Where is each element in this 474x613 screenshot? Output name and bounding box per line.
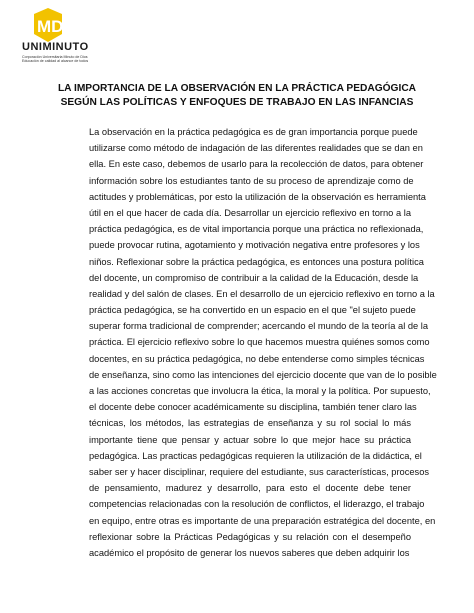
body-paragraph [89,124,437,561]
text-line: actitudes y problemáticas, por esto la utilización de la observación es herramienta [89,191,426,202]
text-line: reflexionar sobre la Prácticas Pedagógicas y su relación con el desempeño [89,531,411,542]
title-line: LA IMPORTANCIA DE LA OBSERVACIÓN EN LA PRÁCTICA PEDAGÓGICA [57,83,417,94]
logo-name: UNIMINUTO [22,41,89,53]
text-line: niños. Reflexionar sobre la práctica pedagógica, es entonces una postura política [89,256,424,267]
title-line: SEGÚN LAS POLÍTICAS Y ENFOQUES DE TRABAJO EN LAS INFANCIAS [60,97,414,108]
text-line: competencias relacionadas con la resolución de conflictos, el liderazgo, el trabajo [89,499,425,510]
text-line: de pensamiento, madurez y desarrollo, para esto el docente debe tener [89,483,411,494]
text-line: de enseñanza, sino como las intenciones del ejercicio docente que van de lo posible [89,369,437,380]
text-line: técnicas, los métodos, las estrategias de enseñanza y su rol social lo más [89,418,411,429]
text-line: en equipo, entre otras es importante de una preparación estratégica del docente, en [89,515,436,526]
text-line: docentes, en su práctica pedagógica, no debe entenderse como simples técnicas [89,353,425,364]
svg-text:MD: MD [37,17,64,36]
uniminuto-logo [22,8,132,72]
text-line: saber ser y hacer disciplinar, requiere del estudiante, sus características, procesos [89,466,430,477]
text-line: superar forma tradicional de comprender; acercando el mundo de la teoría al de la [89,321,429,332]
text-line: realidad y del salón de clases. En el desarrollo de un ejercicio reflexivo en torno a la [89,288,435,299]
uniminuto-logo-mark-icon [28,8,68,42]
text-line: a las acciones concretas que involucra la ética, la moral y la política. Por supuesto, [89,386,431,396]
text-line: académico el propósito de generar los nuevos saberes que deben adquirir los [89,547,410,558]
text-line: puede provocar rutina, agotamiento y motivación negativa entre profesores y los [89,240,420,251]
text-line: información sobre los estudiantes tanto de su proceso de aprendizaje como de [89,175,414,186]
text-line: el docente debe conocer académicamente su disciplina, también tener claro las [89,402,417,413]
text-line: útil en el que hacer de cada día. Desarrollar un ejercicio reflexivo en torno a la [89,207,411,218]
text-line: La observación en la práctica pedagógica es de gran importancia porque puede [89,127,418,137]
text-line: utilizarse como método de indagación de las diferentes realidades que se dan en [89,143,423,154]
text-line: ella. En este caso, debemos de usarlo para la recolección de datos, para obtener [89,159,424,170]
text-line: práctica. El ejercicio reflexivo sobre lo que hacemos muestra quiénes somos como [89,337,430,348]
logo-subtitle: Corporación Universitaria Minuto de Dios [22,55,88,59]
text-line: del docente, un compromiso de contribuir a la calidad de la Educación, desde la [89,272,419,283]
text-line: pedagógica. Las practicas pedagógicas requieren la utilización de la didáctica, el [89,450,422,461]
logo-subtitle: Educación de calidad al alcance de todos [22,59,89,63]
text-line: práctica pedagógica, se ha convertido en un espacio en el que "el sujeto puede [89,305,416,316]
text-line: práctica pedagógica, es de vital importancia porque una práctica no reflexionada, [89,224,424,235]
document-title [0,82,474,110]
text-line: importante tiene que pensar y actuar sobre lo que mejor hace su práctica [89,434,411,445]
